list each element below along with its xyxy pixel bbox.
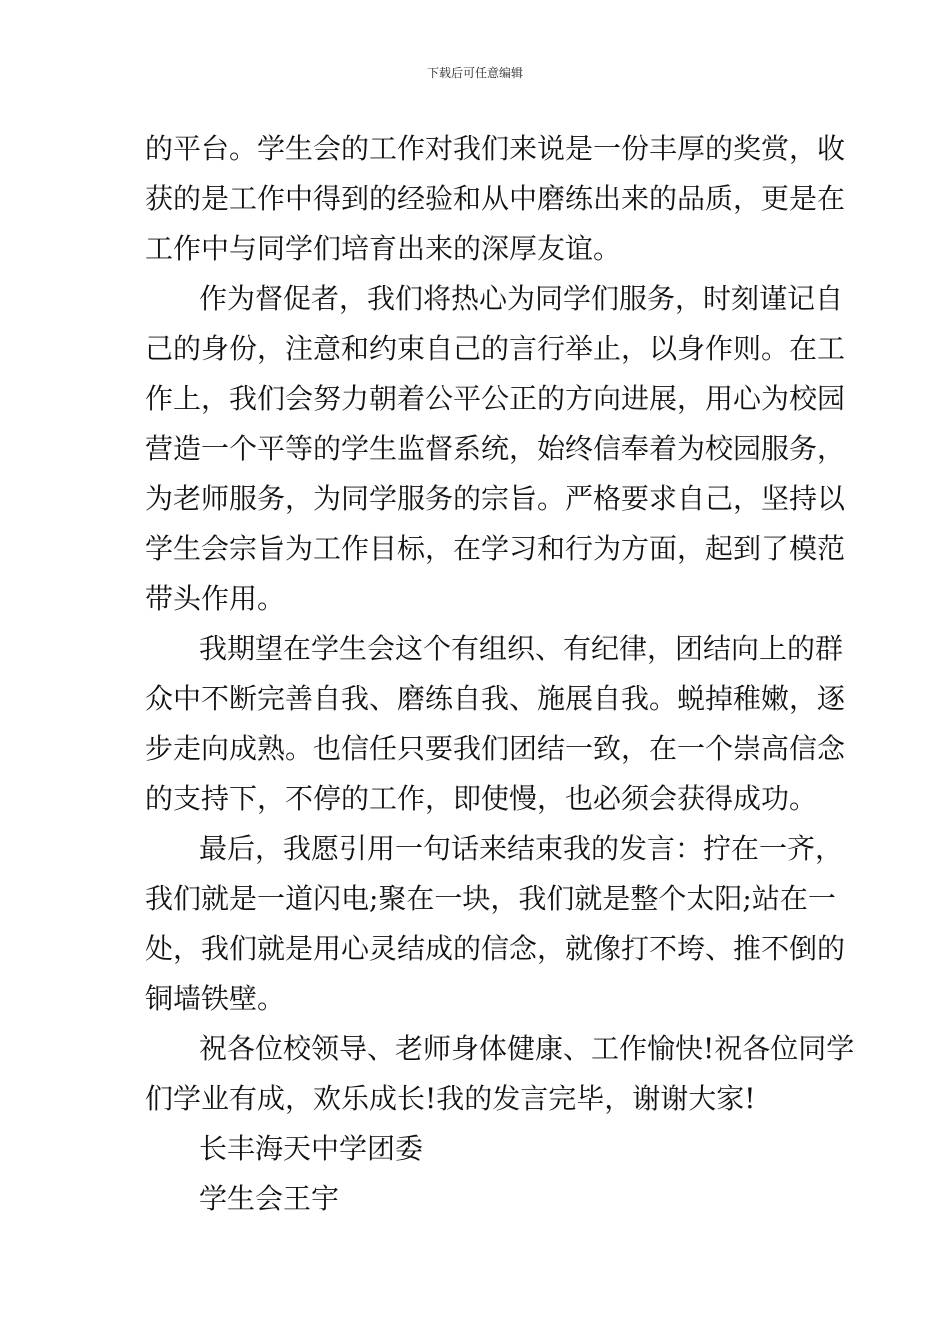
text-line: 步走向成熟。也信任只要我们团结一致，在一个崇高信念 (145, 732, 846, 765)
text-line: 长丰海天中学团委 (199, 1132, 424, 1165)
text-line: 为老师服务，为同学服务的宗旨。严格要求自己，坚持以 (145, 482, 846, 515)
text-line: 带头作用。 (145, 582, 286, 615)
text-line: 的平台。学生会的工作对我们来说是一份丰厚的奖赏，收 (145, 132, 846, 165)
text-line: 们学业有成，欢乐成长!我的发言完毕，谢谢大家! (145, 1082, 756, 1115)
document-body (145, 124, 855, 1224)
text-line: 的支持下，不停的工作，即使慢，也必须会获得成功。 (145, 782, 818, 815)
text-line: 我期望在学生会这个有组织、有纪律，团结向上的群 (199, 632, 844, 665)
text-line: 最后，我愿引用一句话来结束我的发言：拧在一齐， (199, 832, 844, 865)
text-line: 学生会王宇 (199, 1182, 340, 1215)
text-line: 铜墙铁壁。 (145, 982, 286, 1015)
text-line: 学生会宗旨为工作目标，在学习和行为方面，起到了模范 (145, 532, 846, 565)
text-line: 祝各位校领导、老师身体健康、工作愉快!祝各位同学 (199, 1032, 855, 1065)
text-line: 营造一个平等的学生监督系统，始终信奉着为校园服务， (145, 432, 846, 465)
text-line: 作上，我们会努力朝着公平公正的方向进展，用心为校园 (145, 382, 846, 415)
text-line: 己的身份，注意和约束自己的言行举止，以身作则。在工 (145, 332, 846, 365)
header-note: 下载后可任意编辑 (426, 66, 523, 80)
text-line: 获的是工作中得到的经验和从中磨练出来的品质，更是在 (145, 182, 846, 215)
text-line: 工作中与同学们培育出来的深厚友谊。 (145, 232, 622, 265)
text-line: 作为督促者，我们将热心为同学们服务，时刻谨记自 (199, 282, 844, 315)
text-line: 众中不断完善自我、磨练自我、施展自我。蜕掉稚嫩，逐 (145, 682, 846, 715)
text-line: 我们就是一道闪电;聚在一块，我们就是整个太阳;站在一 (145, 882, 836, 915)
text-line: 处，我们就是用心灵结成的信念，就像打不垮、推不倒的 (145, 932, 846, 965)
